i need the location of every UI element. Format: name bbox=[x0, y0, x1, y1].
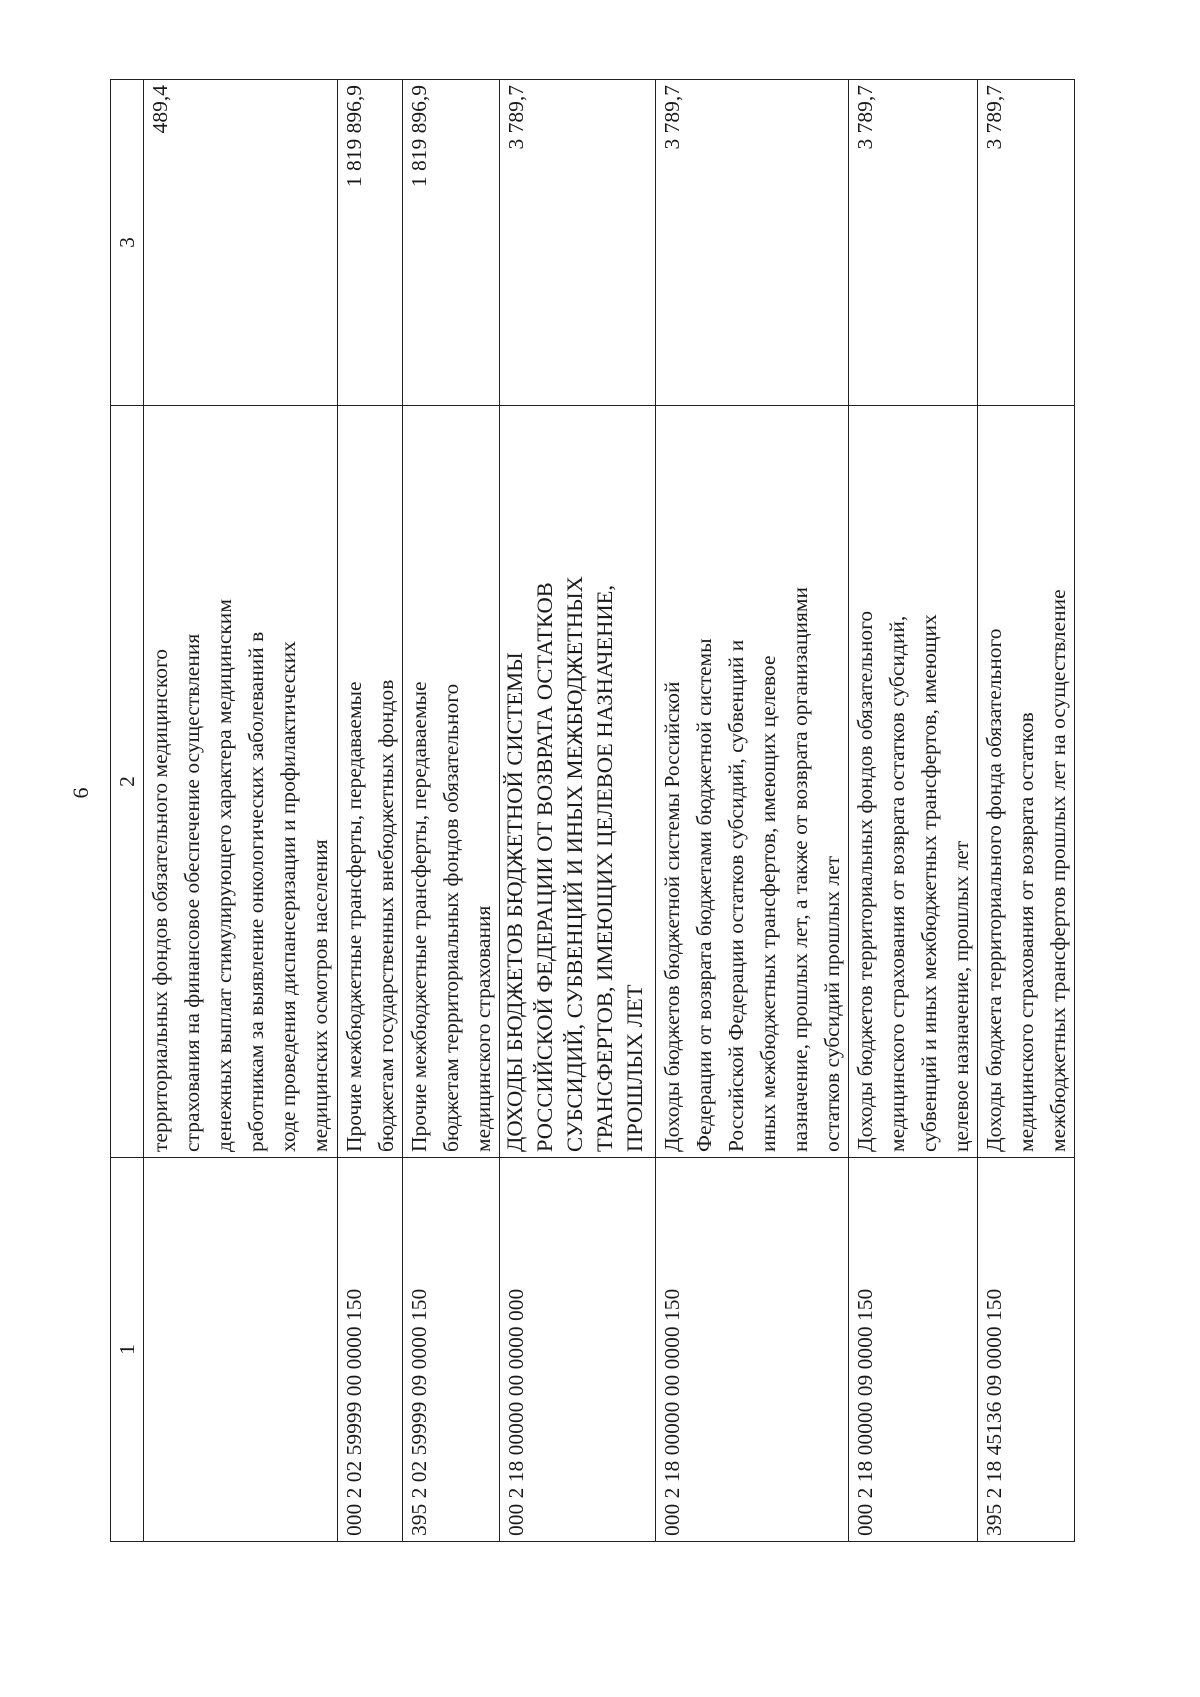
description-line: Прочие межбюджетные трансферты, передаваемые bbox=[407, 681, 431, 1152]
description-line: субвенций и иных межбюджетных трансфертов, имеющих bbox=[917, 614, 941, 1152]
description-line: ПРОШЛЫХ ЛЕТ bbox=[622, 984, 647, 1152]
description-line: территориальных фондов обязательного медицинского bbox=[148, 649, 172, 1152]
revenue-description bbox=[144, 406, 338, 1158]
description-line: бюджетам территориальных фондов обязательного bbox=[439, 683, 463, 1152]
description-line: межбюджетных трансфертов прошлых лет на осуществление bbox=[1046, 589, 1070, 1152]
revenue-amount: 3 789,7 bbox=[656, 80, 849, 406]
description-line: остатков субсидий прошлых лет bbox=[820, 855, 844, 1152]
description-line: Федерации от возврата бюджетами бюджетной системы bbox=[692, 638, 716, 1152]
table-row bbox=[849, 80, 978, 1542]
description-line: РОССИЙСКОЙ ФЕДЕРАЦИИ ОТ ВОЗВРАТА ОСТАТКОВ bbox=[532, 582, 557, 1152]
description-line: ТРАНСФЕРТОВ, ИМЕЮЩИХ ЦЕЛЕВОЕ НАЗНАЧЕНИЕ, bbox=[592, 585, 617, 1152]
description-line: медицинского страхования bbox=[471, 905, 495, 1152]
description-line: медицинского страхования от возврата остатков bbox=[1014, 712, 1038, 1152]
revenue-code bbox=[144, 1158, 338, 1542]
revenue-description bbox=[656, 406, 849, 1158]
revenue-amount: 3 789,7 bbox=[500, 80, 656, 406]
description-line: денежных выплат стимулирующего характера медицинским bbox=[212, 599, 236, 1152]
description-line: Доходы бюджетов территориальных фондов обязательного bbox=[853, 610, 877, 1152]
description-line: Доходы бюджета территориального фонда обязательного bbox=[982, 628, 1006, 1152]
description-line: ходе проведения диспансеризации и профилактических bbox=[276, 641, 300, 1152]
description-line: Прочие межбюджетные трансферты, передаваемые bbox=[342, 681, 366, 1152]
revenue-code: 395 2 18 45136 09 0000 150 bbox=[978, 1158, 1075, 1542]
description-line: ДОХОДЫ БЮДЖЕТОВ БЮДЖЕТНОЙ СИСТЕМЫ bbox=[502, 652, 527, 1152]
column-header-2: 2 bbox=[111, 406, 144, 1158]
table-row bbox=[500, 80, 656, 1542]
description-line: назначение, прошлых лет, а также от возврата организациями bbox=[788, 587, 812, 1152]
description-line: иных межбюджетных трансфертов, имеющих целевое bbox=[756, 655, 780, 1152]
revenue-code: 000 2 18 00000 09 0000 150 bbox=[849, 1158, 978, 1542]
description-line: медицинского страхования от возврата остатков субсидий, bbox=[885, 615, 909, 1152]
description-line: страхования на финансовое обеспечение осуществления bbox=[180, 633, 204, 1152]
revenue-code: 000 2 18 00000 00 0000 000 bbox=[500, 1158, 656, 1542]
revenue-code: 395 2 02 59999 09 0000 150 bbox=[403, 1158, 500, 1542]
revenue-amount: 1 819 896,9 bbox=[338, 80, 403, 406]
revenue-description bbox=[338, 406, 403, 1158]
table-header-row bbox=[111, 80, 144, 1542]
table-row bbox=[403, 80, 500, 1542]
revenue-code: 000 2 02 59999 00 0000 150 bbox=[338, 1158, 403, 1542]
revenue-amount: 489,4 bbox=[144, 80, 338, 406]
revenue-amount: 3 789,7 bbox=[849, 80, 978, 406]
revenue-amount: 1 819 896,9 bbox=[403, 80, 500, 406]
revenue-description bbox=[500, 406, 656, 1158]
table-row bbox=[144, 80, 338, 1542]
budget-revenue-table bbox=[110, 79, 1075, 1542]
revenue-amount: 3 789,7 bbox=[978, 80, 1075, 406]
description-line: бюджетам государственных внебюджетных фондов bbox=[374, 679, 398, 1152]
revenue-description bbox=[403, 406, 500, 1158]
column-header-3: 3 bbox=[111, 80, 144, 406]
table-row bbox=[656, 80, 849, 1542]
description-line: СУБСИДИЙ, СУБВЕНЦИЙ И ИНЫХ МЕЖБЮДЖЕТНЫХ bbox=[562, 576, 587, 1152]
description-line: Российской Федерации остатков субсидий, субвенций и bbox=[724, 639, 748, 1152]
column-header-1: 1 bbox=[111, 1158, 144, 1542]
description-line: Доходы бюджетов бюджетной системы Российской bbox=[660, 681, 684, 1152]
revenue-code: 000 2 18 00000 00 0000 150 bbox=[656, 1158, 849, 1542]
rotated-sheet bbox=[110, 80, 1070, 1542]
page-number: 6 bbox=[68, 787, 93, 799]
revenue-description bbox=[978, 406, 1075, 1158]
description-line: медицинских осмотров населения bbox=[308, 839, 332, 1152]
table-row bbox=[978, 80, 1075, 1542]
description-line: работникам за выявление онкологических заболеваний в bbox=[244, 631, 268, 1152]
description-line: целевое назначение, прошлых лет bbox=[949, 840, 973, 1152]
table-row bbox=[338, 80, 403, 1542]
revenue-description bbox=[849, 406, 978, 1158]
